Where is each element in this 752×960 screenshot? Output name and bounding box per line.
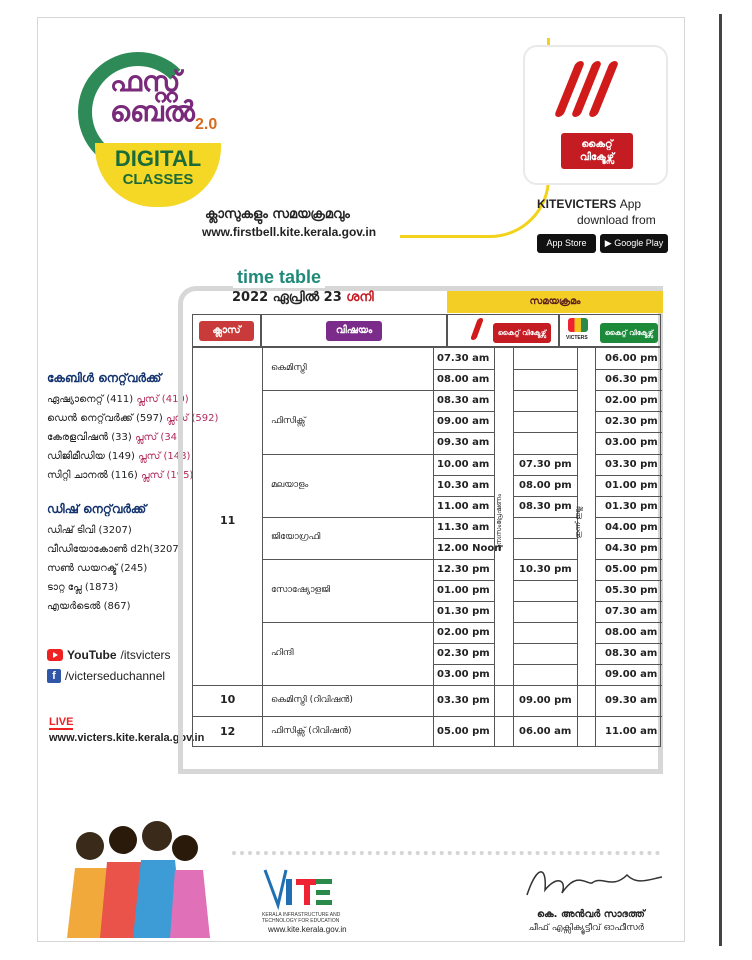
facebook-link[interactable]: f /victerseduchannel bbox=[47, 669, 165, 683]
signatory-designation: ചീഫ് എക്സിക്യൂട്ടീവ് ഓഫീസർ bbox=[528, 923, 644, 933]
subject-cell: ഹിന്ദി bbox=[271, 647, 294, 658]
subject-header-cell bbox=[261, 314, 447, 347]
time-cell-kite-plus: 02.30 pm bbox=[605, 415, 658, 427]
dish-row: വീഡിയോകോൺ d2h(3207) bbox=[47, 544, 183, 555]
time-row-line bbox=[513, 517, 577, 518]
time-row-line bbox=[595, 580, 662, 581]
time-row-line bbox=[433, 580, 494, 581]
time-cell-kite-plus: 02.00 pm bbox=[605, 394, 658, 406]
time-row-line bbox=[513, 538, 577, 539]
time-row-line bbox=[513, 601, 577, 602]
cable-network-heading: കേബിൾ നെറ്റ്‌വർക്ക് bbox=[47, 371, 162, 385]
class-header-cell bbox=[192, 314, 261, 347]
channel2-sub-label: VICTERS bbox=[566, 335, 588, 341]
subject-cell: മലയാളം bbox=[271, 479, 309, 490]
grid-column-line bbox=[595, 348, 596, 746]
time-cell-kite: 01.30 pm bbox=[437, 605, 490, 617]
classes-text: CLASSES bbox=[122, 171, 194, 188]
subject-cell: കെമിസ്ട്രി (റിവിഷൻ) bbox=[271, 694, 353, 705]
time-cell-rebroadcast: 06.00 am bbox=[519, 726, 572, 737]
time-cell-kite-plus: 03.30 pm bbox=[605, 458, 658, 470]
class-row-line bbox=[193, 716, 662, 717]
time-cell-kite: 11.30 am bbox=[437, 521, 490, 533]
time-cell-kite-plus: 09.00 am bbox=[605, 668, 658, 680]
cable-row: ഡെൻ നെറ്റ്‌വർക്ക് (597) പ്ലസ് (592) bbox=[47, 413, 219, 424]
time-row-line bbox=[433, 622, 494, 623]
class-11-cell: 11 bbox=[220, 514, 236, 527]
subject-row-line bbox=[262, 622, 433, 623]
time-cell-kite-plus: 05.30 pm bbox=[605, 584, 658, 596]
google-play-button[interactable]: ▶ Google Play bbox=[600, 234, 668, 253]
grid-column-line bbox=[262, 348, 263, 746]
time-cell-kite: 09.30 am bbox=[437, 437, 490, 448]
time-row-line bbox=[513, 580, 577, 581]
facebook-icon: f bbox=[47, 669, 61, 683]
time-row-line bbox=[433, 643, 494, 644]
time-cell-kite-plus: 01.30 pm bbox=[605, 500, 658, 512]
time-row-line bbox=[433, 601, 494, 602]
children-illustration bbox=[45, 818, 215, 938]
dish-row: ടാറ്റ പ്ലേ (1873) bbox=[47, 582, 119, 593]
channel2-logo-icon bbox=[568, 318, 588, 332]
time-cell-rebroadcast: 10.30 pm bbox=[519, 563, 572, 575]
kite-url[interactable]: www.kite.kerala.gov.in bbox=[268, 925, 347, 934]
class-header: ക്ലാസ് bbox=[199, 321, 254, 341]
time-cell-kite: 08.30 am bbox=[437, 394, 490, 406]
time-cell-kite-plus: 08.00 am bbox=[605, 626, 658, 638]
time-cell-kite-plus: 05.00 pm bbox=[605, 563, 658, 575]
time-cell-kite: 03.30 pm bbox=[437, 694, 490, 706]
time-row-line bbox=[513, 643, 577, 644]
time-row-line bbox=[433, 475, 494, 476]
schedule-header: സമയക്രമം bbox=[447, 291, 663, 313]
time-row-line bbox=[595, 369, 662, 370]
class-10-cell: 10 bbox=[220, 693, 236, 706]
subject-cell: കെമിസ്ട്രി bbox=[271, 363, 307, 373]
kite-full-name: KERALA INFRASTRUCTURE AND TECHNOLOGY FOR EDUCATION bbox=[262, 912, 341, 924]
time-row-line bbox=[595, 411, 662, 412]
kitevicters-logo-text-1: കൈറ്റ് bbox=[581, 139, 613, 150]
time-row-line bbox=[595, 664, 662, 665]
grid-column-line bbox=[513, 348, 514, 746]
signatory-name: കെ. അൻവർ സാദത്ത് bbox=[537, 909, 645, 920]
time-row-line bbox=[595, 496, 662, 497]
subject-cell: ഫിസിക്സ് bbox=[271, 416, 306, 426]
time-cell-kite-plus: 06.00 pm bbox=[605, 352, 658, 364]
time-cell-kite-plus: 04.00 pm bbox=[605, 521, 658, 533]
download-from-text: download from bbox=[577, 213, 656, 227]
channel1-header-cell bbox=[447, 314, 559, 347]
time-row-line bbox=[433, 496, 494, 497]
time-row-line bbox=[513, 475, 577, 476]
time-row-line bbox=[513, 664, 577, 665]
kitevicters-app-label: KITEVICTERS App bbox=[537, 197, 642, 211]
first-bell-logo-version: 2.0 bbox=[195, 116, 218, 133]
time-row-line bbox=[513, 454, 577, 455]
live-url-link[interactable]: www.victers.kite.kerala.gov.in bbox=[49, 732, 205, 744]
time-row-line bbox=[513, 559, 577, 560]
timetable-date: 2022 ഏപ്രിൽ 23 ശനി bbox=[232, 290, 374, 305]
cable-row: ഡിജിമീഡിയ (149) പ്ലസ് (148) bbox=[47, 451, 191, 462]
digital-text: DIGITAL bbox=[114, 146, 202, 171]
time-row-line bbox=[595, 454, 662, 455]
time-row-line bbox=[595, 390, 662, 391]
time-cell-kite-plus: 08.30 am bbox=[605, 647, 658, 659]
class-row-line bbox=[193, 685, 662, 686]
subject-row-line bbox=[262, 454, 433, 455]
time-cell-kite-plus: 01.00 pm bbox=[605, 479, 658, 491]
dish-row: ഡിഷ് ടിവി (3207) bbox=[47, 525, 132, 536]
time-row-line bbox=[513, 432, 577, 433]
time-row-line bbox=[595, 517, 662, 518]
channel2-header-cell bbox=[559, 314, 661, 347]
kitevicters-logo-box bbox=[523, 45, 668, 185]
subject-row-line bbox=[262, 559, 433, 560]
timetable-grid bbox=[192, 347, 661, 747]
time-cell-rebroadcast: 07.30 pm bbox=[519, 458, 572, 470]
time-row-line bbox=[433, 517, 494, 518]
subject-row-line bbox=[262, 390, 433, 391]
kitevicters-channel-badge: കൈറ്റ് വിക്ടേഴ്സ് bbox=[493, 323, 551, 343]
time-cell-rebroadcast: 08.00 pm bbox=[519, 479, 572, 491]
subject-cell: സോഷ്യോളജി bbox=[271, 584, 331, 595]
dish-row: എയർടെൽ (867) bbox=[47, 601, 131, 612]
channel1-stripe-icon bbox=[470, 318, 484, 340]
time-cell-kite: 02.00 pm bbox=[437, 626, 490, 638]
time-cell-kite: 12.30 pm bbox=[437, 563, 490, 575]
time-row-line bbox=[595, 643, 662, 644]
subject-row-line bbox=[262, 517, 433, 518]
not-today-vertical-label: ഇന്ന് ഇല്ല bbox=[574, 506, 583, 539]
dish-network-heading: ഡിഷ് നെറ്റ്‌വർക്ക് bbox=[47, 502, 147, 516]
cable-row: സിറ്റി ചാനൽ (116) പ്ലസ് (195) bbox=[47, 470, 194, 481]
time-row-line bbox=[595, 601, 662, 602]
time-row-line bbox=[433, 369, 494, 370]
time-cell-kite: 07.30 am bbox=[437, 352, 490, 364]
time-row-line bbox=[595, 475, 662, 476]
kitevicters-logo-text-2: വിക്ടേഴ്സ് bbox=[579, 152, 615, 163]
time-cell-kite-plus: 04.30 pm bbox=[605, 542, 658, 554]
kitevicters-stripes-icon bbox=[565, 61, 616, 121]
signature-image bbox=[517, 855, 667, 905]
time-row-line bbox=[595, 622, 662, 623]
rebroadcast-vertical-label: പുനഃസംപ്രേഷണം bbox=[495, 493, 504, 552]
time-cell-kite: 11.00 am bbox=[437, 500, 490, 512]
time-cell-kite-plus: 11.00 am bbox=[605, 726, 658, 737]
class-12-cell: 12 bbox=[220, 725, 236, 738]
time-row-line bbox=[595, 432, 662, 433]
time-cell-kite: 01.00 pm bbox=[437, 584, 490, 596]
time-cell-kite-plus: 07.30 am bbox=[605, 605, 658, 617]
time-cell-kite: 09.00 am bbox=[437, 415, 490, 427]
kitevicters-plus-channel-badge: കൈറ്റ് വിക്ടേഴ്സ് bbox=[600, 323, 658, 343]
schedule-title: ക്ലാസുകളും സമയക്രമവും bbox=[205, 207, 350, 222]
time-cell-kite: 03.00 pm bbox=[437, 668, 490, 680]
time-row-line bbox=[513, 411, 577, 412]
time-row-line bbox=[433, 432, 494, 433]
time-cell-kite: 05.00 pm bbox=[437, 726, 490, 737]
live-badge: LIVE bbox=[49, 716, 74, 728]
time-cell-rebroadcast: 08.30 pm bbox=[519, 500, 572, 512]
play-icon: ▶ bbox=[604, 238, 612, 248]
dish-network-list bbox=[47, 502, 183, 616]
time-row-line bbox=[513, 496, 577, 497]
time-cell-kite: 10.30 am bbox=[437, 479, 490, 491]
time-cell-kite-plus: 03.00 pm bbox=[605, 437, 658, 448]
subject-cell: ഫിസിക്സ് (റിവിഷൻ) bbox=[271, 726, 352, 736]
first-bell-logo-title: ഫസ്റ്റ് ബെൽ bbox=[110, 65, 195, 128]
time-row-line bbox=[513, 369, 577, 370]
time-row-line bbox=[433, 538, 494, 539]
time-row-line bbox=[433, 559, 494, 560]
grid-column-line bbox=[433, 348, 434, 746]
app-store-button[interactable]: App Store bbox=[537, 234, 596, 253]
time-row-line bbox=[433, 411, 494, 412]
time-cell-kite: 10.00 am bbox=[437, 458, 490, 470]
timetable-label: time table bbox=[233, 267, 325, 288]
time-row-line bbox=[595, 538, 662, 539]
time-row-line bbox=[595, 559, 662, 560]
time-cell-kite: 02.30 pm bbox=[437, 647, 490, 659]
dish-row: സൺ ഡയറക്ട് (245) bbox=[47, 563, 148, 574]
cable-row: കേരളവിഷൻ (33) പ്ലസ് (34) bbox=[47, 432, 181, 443]
time-cell-kite-plus: 06.30 pm bbox=[605, 373, 658, 385]
subject-header: വിഷയം bbox=[326, 321, 382, 341]
time-row-line bbox=[433, 390, 494, 391]
time-cell-kite-plus: 09.30 am bbox=[605, 694, 658, 706]
cable-row: ഏഷ്യാനെറ്റ് (411) പ്ലസ് (410) bbox=[47, 394, 189, 405]
youtube-icon bbox=[47, 649, 63, 661]
time-cell-rebroadcast: 09.00 pm bbox=[519, 694, 572, 706]
time-row-line bbox=[513, 390, 577, 391]
subject-cell: ജിയോഗ്രഫി bbox=[271, 532, 321, 542]
page-edge-bar bbox=[719, 14, 722, 946]
grid-column-line bbox=[577, 348, 578, 746]
time-cell-kite: 12.00 Noon bbox=[437, 542, 502, 554]
time-row-line bbox=[433, 454, 494, 455]
firstbell-website-link[interactable]: www.firstbell.kite.kerala.gov.in bbox=[202, 225, 377, 239]
time-row-line bbox=[433, 664, 494, 665]
time-row-line bbox=[513, 622, 577, 623]
time-cell-kite: 08.00 am bbox=[437, 373, 490, 385]
kitevicters-logo-label bbox=[561, 133, 633, 169]
youtube-link[interactable]: YouTube /itsvicters bbox=[47, 648, 171, 662]
